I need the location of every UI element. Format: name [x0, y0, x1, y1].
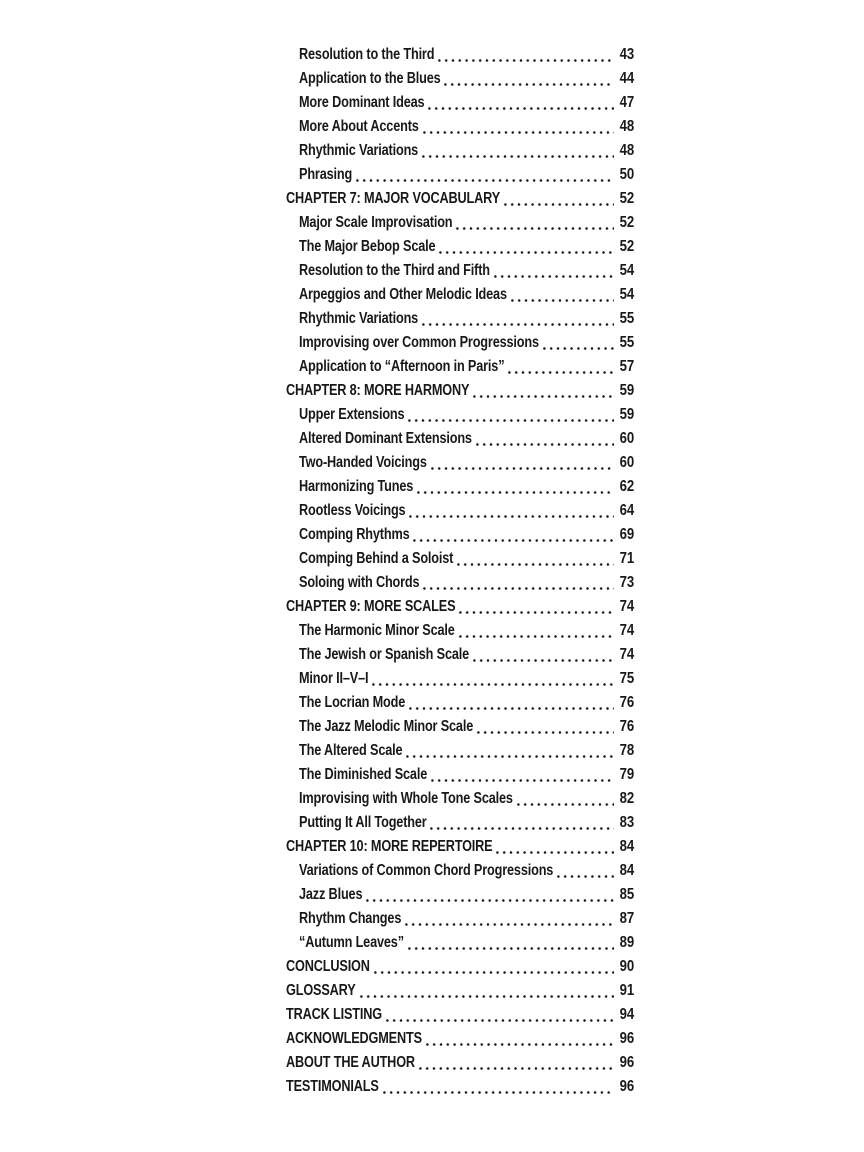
toc-entry [286, 739, 634, 763]
dot-leader [404, 739, 613, 763]
dot-leader [455, 547, 613, 571]
toc-entry-page-number: 85 [619, 886, 634, 903]
toc-entry-page-number: 55 [619, 310, 634, 327]
toc-entry-label: GLOSSARY [286, 982, 356, 999]
toc-entry-label: Comping Rhythms [299, 526, 410, 543]
dot-leader [442, 67, 613, 91]
toc-entry-label: Harmonizing Tunes [299, 478, 414, 495]
toc-entry-page-number: 48 [619, 118, 634, 135]
toc-entry-label: Two-Handed Voicings [299, 454, 427, 471]
toc-entry [286, 1075, 634, 1099]
toc-entry-page-number: 96 [619, 1078, 634, 1095]
toc-entry-page-number: 73 [619, 574, 634, 591]
toc-entry-label: Application to “Afternoon in Paris” [299, 358, 505, 375]
toc-entry-label: Resolution to the Third and Fifth [299, 262, 490, 279]
toc-entry-label: Upper Extensions [299, 406, 405, 423]
toc-entry-page-number: 55 [619, 334, 634, 351]
toc-entry [286, 883, 634, 907]
toc-entry-label: Rhythmic Variations [299, 310, 419, 327]
toc-entry-page-number: 74 [619, 646, 634, 663]
toc-entry [286, 1003, 634, 1027]
toc-entry-label: Jazz Blues [299, 886, 363, 903]
toc-entry [286, 643, 634, 667]
dot-leader [384, 1003, 614, 1027]
dot-leader [381, 1075, 614, 1099]
toc-entry-page-number: 79 [619, 766, 634, 783]
dot-leader [474, 427, 614, 451]
toc-entry-label: Rhythmic Variations [299, 142, 419, 159]
toc-entry-label: Arpeggios and Other Melodic Ideas [299, 286, 507, 303]
toc-entry [286, 139, 634, 163]
dot-leader [424, 1027, 614, 1051]
toc-entry-page-number: 44 [619, 70, 634, 87]
dot-leader [471, 643, 614, 667]
toc-entry [286, 115, 634, 139]
dot-leader [515, 787, 614, 811]
dot-leader [555, 859, 613, 883]
dot-leader [407, 499, 613, 523]
toc-entry-label: The Jazz Melodic Minor Scale [299, 718, 474, 735]
dot-leader [403, 907, 614, 931]
dot-leader [457, 619, 614, 643]
dot-leader [364, 883, 613, 907]
toc-entry [286, 499, 634, 523]
toc-entry-page-number: 74 [619, 622, 634, 639]
toc-entry-page-number: 59 [619, 382, 634, 399]
toc-entry-page-number: 76 [619, 694, 634, 711]
toc-entry-page-number: 54 [619, 262, 634, 279]
toc-entry-page-number: 71 [619, 550, 634, 567]
toc-entry-page-number: 52 [619, 214, 634, 231]
toc-entry-label: The Diminished Scale [299, 766, 428, 783]
dot-leader [406, 403, 613, 427]
dot-leader [509, 283, 614, 307]
dot-leader [420, 307, 614, 331]
dot-leader [415, 475, 613, 499]
dot-leader [437, 235, 613, 259]
toc-entry [286, 91, 634, 115]
toc-entry [286, 571, 634, 595]
toc-entry-label: Altered Dominant Extensions [299, 430, 472, 447]
toc-entry-page-number: 52 [619, 190, 634, 207]
toc-entry-page-number: 60 [619, 430, 634, 447]
toc-entry [286, 835, 634, 859]
toc-entry [286, 235, 634, 259]
dot-leader [454, 211, 613, 235]
toc-entry-page-number: 50 [619, 166, 634, 183]
toc-entry-page-number: 94 [619, 1006, 634, 1023]
toc-entry-label: CHAPTER 10: MORE REPERTOIRE [286, 838, 493, 855]
dot-leader [457, 595, 613, 619]
toc-entry-label: Variations of Common Chord Progressions [299, 862, 554, 879]
toc-entry-label: Phrasing [299, 166, 353, 183]
toc-entry-page-number: 78 [619, 742, 634, 759]
toc-entry-page-number: 47 [619, 94, 634, 111]
toc-entry-page-number: 91 [619, 982, 634, 999]
toc-entry-label: Improvising with Whole Tone Scales [299, 790, 513, 807]
toc-entry-page-number: 48 [619, 142, 634, 159]
toc-entry [286, 595, 634, 619]
toc-entry-label: TRACK LISTING [286, 1006, 383, 1023]
toc-entry [286, 763, 634, 787]
toc-entry-page-number: 43 [619, 46, 634, 63]
toc-entry-page-number: 82 [619, 790, 634, 807]
toc-entry [286, 1051, 634, 1075]
dot-leader [370, 667, 613, 691]
toc-entry-label: Application to the Blues [299, 70, 441, 87]
dot-leader [406, 931, 614, 955]
toc-entry [286, 931, 634, 955]
toc-entry-label: Rootless Voicings [299, 502, 406, 519]
dot-leader [411, 523, 613, 547]
dot-leader [471, 379, 613, 403]
dot-leader [358, 979, 614, 1003]
toc-entry-label: ACKNOWLEDGMENTS [286, 1030, 422, 1047]
toc-entry [286, 67, 634, 91]
toc-entry [286, 1027, 634, 1051]
toc-entry-page-number: 90 [619, 958, 634, 975]
toc-entry [286, 355, 634, 379]
toc-entry [286, 211, 634, 235]
toc-entry-label: Major Scale Improvisation [299, 214, 453, 231]
toc-entry [286, 163, 634, 187]
toc-entry [286, 547, 634, 571]
toc-entry-label: The Harmonic Minor Scale [299, 622, 455, 639]
dot-leader [428, 811, 613, 835]
toc-entry [286, 187, 634, 211]
toc-entry [286, 379, 634, 403]
dot-leader [506, 355, 613, 379]
toc-entry [286, 907, 634, 931]
dot-leader [417, 1051, 614, 1075]
toc-entry [286, 667, 634, 691]
toc-entry-page-number: 76 [619, 718, 634, 735]
toc-entry-label: Improvising over Common Progressions [299, 334, 539, 351]
toc-entry [286, 715, 634, 739]
toc-entry-label: Comping Behind a Soloist [299, 550, 454, 567]
toc-entry [286, 979, 634, 1003]
toc-entry-label: TESTIMONIALS [286, 1078, 379, 1095]
dot-leader [436, 43, 613, 67]
toc-entry-page-number: 83 [619, 814, 634, 831]
toc-entry [286, 619, 634, 643]
toc-entry-page-number: 74 [619, 598, 634, 615]
dot-leader [541, 331, 614, 355]
toc-entry-page-number: 84 [619, 838, 634, 855]
toc-entry-label: “Autumn Leaves” [299, 934, 404, 951]
toc-entry [286, 955, 634, 979]
dot-leader [420, 139, 614, 163]
toc-entry-page-number: 52 [619, 238, 634, 255]
dot-leader [426, 91, 613, 115]
toc-entry [286, 691, 634, 715]
toc-entry [286, 811, 634, 835]
dot-leader [494, 835, 613, 859]
toc-entry-label: ABOUT THE AUTHOR [286, 1054, 415, 1071]
toc-entry [286, 451, 634, 475]
toc-entry [286, 331, 634, 355]
toc-entry-label: More Dominant Ideas [299, 94, 425, 111]
toc-entry [286, 403, 634, 427]
toc-entry-page-number: 60 [619, 454, 634, 471]
toc-entry-label: Minor II–V–I [299, 670, 369, 687]
toc-entry-label: CHAPTER 8: MORE HARMONY [286, 382, 470, 399]
toc-entry [286, 787, 634, 811]
toc-entry [286, 283, 634, 307]
toc-entry-page-number: 64 [619, 502, 634, 519]
toc-entry-label: More About Accents [299, 118, 419, 135]
toc-entry-label: The Altered Scale [299, 742, 403, 759]
toc-entry-label: Soloing with Chords [299, 574, 420, 591]
toc-entry-label: Resolution to the Third [299, 46, 435, 63]
toc-entry-label: CHAPTER 7: MAJOR VOCABULARY [286, 190, 501, 207]
toc-entry [286, 427, 634, 451]
toc-entry-page-number: 89 [619, 934, 634, 951]
dot-leader [354, 163, 614, 187]
dot-leader [421, 571, 613, 595]
dot-leader [429, 763, 614, 787]
dot-leader [407, 691, 613, 715]
toc-entry-page-number: 84 [619, 862, 634, 879]
toc-entry-label: Putting It All Together [299, 814, 427, 831]
dot-leader [429, 451, 614, 475]
dot-leader [421, 115, 614, 139]
toc-entry-page-number: 75 [619, 670, 634, 687]
toc-entry-label: The Jewish or Spanish Scale [299, 646, 470, 663]
toc-entry-page-number: 62 [619, 478, 634, 495]
dot-leader [475, 715, 614, 739]
toc-entry [286, 523, 634, 547]
toc-entry-page-number: 96 [619, 1030, 634, 1047]
toc-entry-page-number: 59 [619, 406, 634, 423]
toc-entry [286, 307, 634, 331]
toc-entry [286, 43, 634, 67]
toc-entry [286, 859, 634, 883]
toc-entry-page-number: 57 [619, 358, 634, 375]
toc-entry-label: The Locrian Mode [299, 694, 406, 711]
dot-leader [492, 259, 614, 283]
toc-entry-label: CONCLUSION [286, 958, 370, 975]
toc-entry-label: The Major Bebop Scale [299, 238, 436, 255]
dot-leader [502, 187, 614, 211]
toc-entry [286, 259, 634, 283]
toc-entry-label: CHAPTER 9: MORE SCALES [286, 598, 456, 615]
toc-entry-page-number: 87 [619, 910, 634, 927]
toc-entry-page-number: 69 [619, 526, 634, 543]
toc-entry-label: Rhythm Changes [299, 910, 402, 927]
toc-entry [286, 475, 634, 499]
dot-leader [372, 955, 614, 979]
toc-entry-page-number: 96 [619, 1054, 634, 1071]
toc-entry-page-number: 54 [619, 286, 634, 303]
table-of-contents [286, 43, 634, 1099]
